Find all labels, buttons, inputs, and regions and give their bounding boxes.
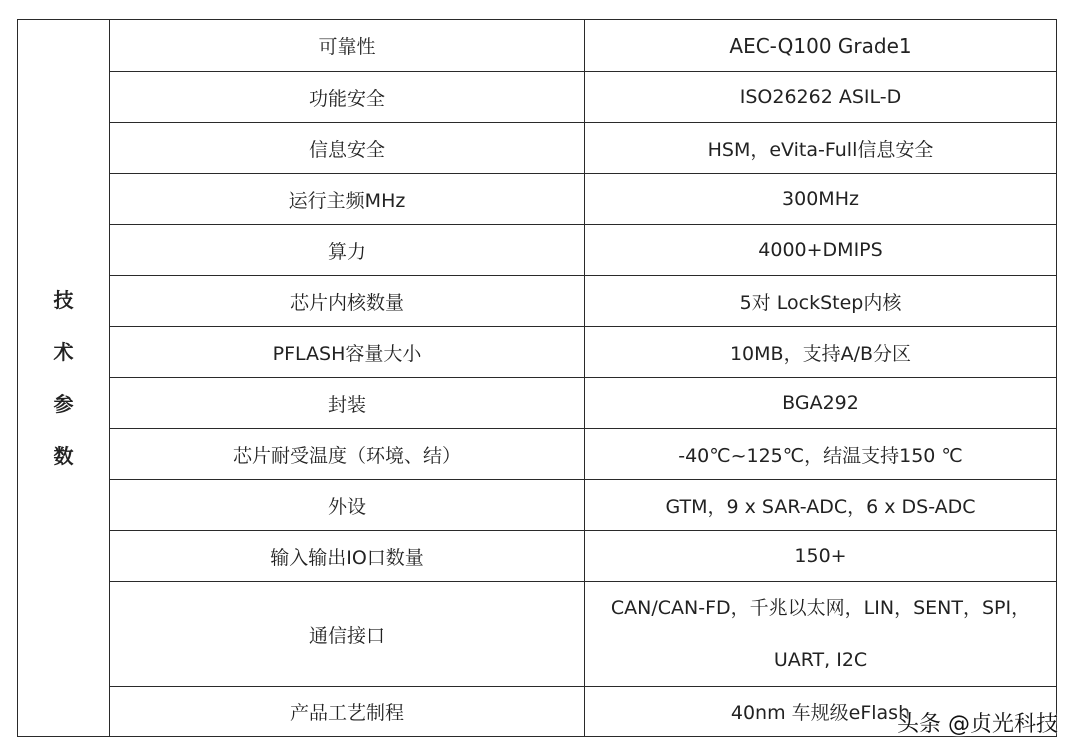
table-row (18, 429, 1057, 480)
spec-table (17, 19, 1057, 737)
group-label (18, 20, 110, 737)
group-label-char: 参 (53, 392, 74, 416)
param-cell: 芯片内核数量 (110, 276, 585, 327)
value-line: UART, I2C (773, 649, 868, 671)
param-cell: 芯片耐受温度（环境、结） (110, 429, 585, 480)
table-row (18, 480, 1057, 531)
group-label-char: 数 (53, 444, 74, 468)
param-cell: 运行主频MHz (110, 174, 585, 225)
value-cell: HSM，eVita-Full信息安全 (585, 123, 1057, 174)
value-cell: 4000+DMIPS (585, 225, 1057, 276)
table-row (18, 378, 1057, 429)
param-cell: 可靠性 (110, 20, 585, 72)
table-row (18, 225, 1057, 276)
param-cell: PFLASH容量大小 (110, 327, 585, 378)
value-cell: BGA292 (585, 378, 1057, 429)
table-row (18, 327, 1057, 378)
value-line: CAN/CAN-FD，千兆以太网，LIN，SENT，SPI， (610, 597, 1031, 619)
group-label-char: 技 (53, 288, 74, 312)
table-row (18, 20, 1057, 72)
table-row (18, 276, 1057, 327)
watermark: 头条 @贞光科技 (897, 712, 1058, 737)
value-cell: GTM，9 x SAR-ADC，6 x DS-ADC (585, 480, 1057, 531)
table-row (18, 174, 1057, 225)
param-cell: 封装 (110, 378, 585, 429)
group-label-char: 术 (53, 340, 74, 364)
value-cell: 40nm 车规级eFlash (585, 687, 1057, 737)
table-row (18, 123, 1057, 174)
value-cell: 150+ (585, 531, 1057, 582)
table-row (18, 72, 1057, 123)
value-cell: 5对 LockStep内核 (585, 276, 1057, 327)
value-cell: 300MHz (585, 174, 1057, 225)
param-cell: 外设 (110, 480, 585, 531)
table-row (18, 582, 1057, 687)
table-row (18, 531, 1057, 582)
value-cell: ISO26262 ASIL-D (585, 72, 1057, 123)
table-row (18, 687, 1057, 737)
param-cell: 算力 (110, 225, 585, 276)
param-cell: 通信接口 (110, 582, 585, 687)
param-cell: 输入输出IO口数量 (110, 531, 585, 582)
param-cell: 信息安全 (110, 123, 585, 174)
value-cell: -40℃~125℃，结温支持150 ℃ (585, 429, 1057, 480)
value-cell (585, 582, 1057, 687)
value-cell: AEC-Q100 Grade1 (585, 20, 1057, 72)
value-cell: 10MB，支持A/B分区 (585, 327, 1057, 378)
param-cell: 产品工艺制程 (110, 687, 585, 737)
param-cell: 功能安全 (110, 72, 585, 123)
